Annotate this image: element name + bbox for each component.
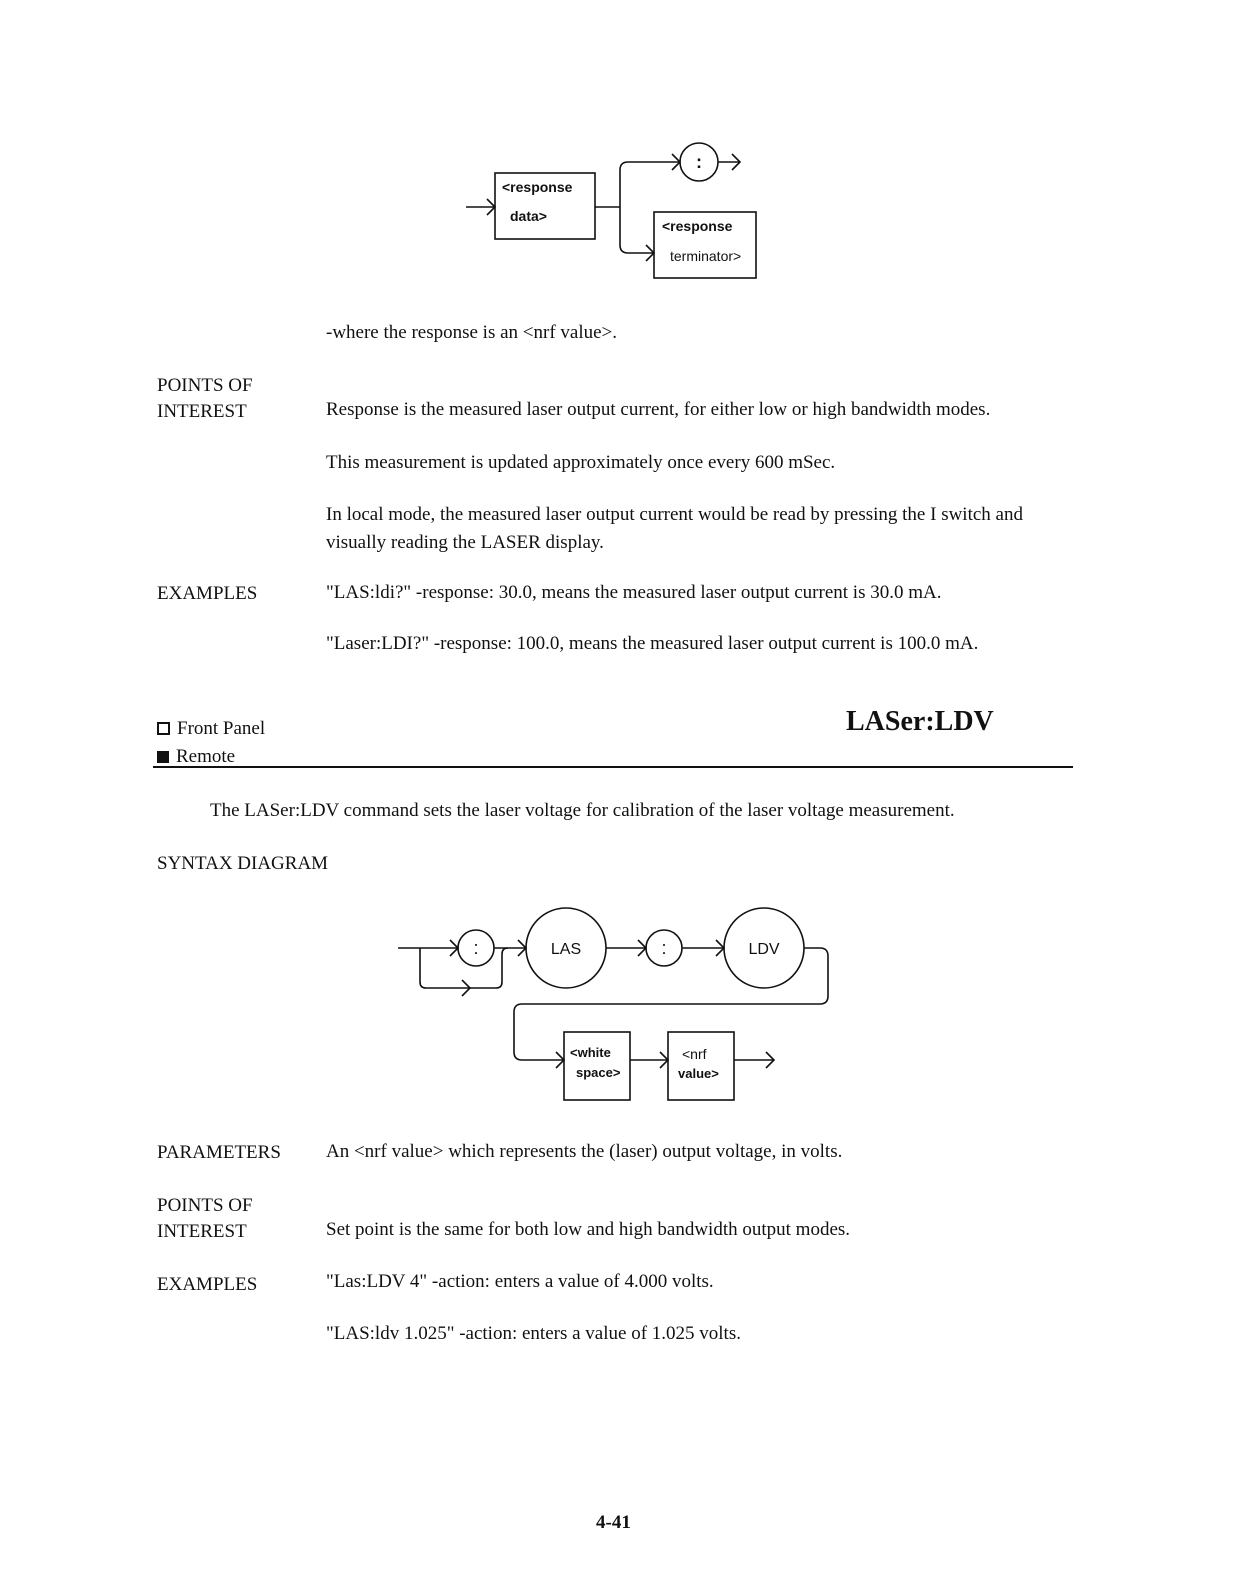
ldi-example-2: "Laser:LDI?" -response: 100.0, means the measured laser output current is 100.0 mA. bbox=[326, 633, 979, 654]
ldi-poi-label-line2: INTEREST bbox=[157, 401, 247, 422]
ldi-poi-paragraph-2: This measurement is updated approximately once every 600 mSec. bbox=[326, 452, 836, 473]
ldv-parameters-label: PARAMETERS bbox=[157, 1142, 281, 1163]
response-syntax-diagram bbox=[440, 135, 780, 295]
colon1-symbol: : bbox=[473, 938, 479, 958]
ldv-poi-label-line1: POINTS OF bbox=[157, 1195, 253, 1216]
ldv-example-1: "Las:LDV 4" -action: enters a value of 4.000 volts. bbox=[326, 1271, 714, 1292]
colon-symbol: : bbox=[696, 152, 702, 172]
las-label: LAS bbox=[550, 941, 582, 958]
remote-checkbox bbox=[157, 751, 169, 763]
ldi-poi-label bbox=[157, 373, 253, 425]
remote-label: Remote bbox=[176, 746, 236, 767]
ldv-parameters-text: An <nrf value> which represents the (laser) output voltage, in volts. bbox=[326, 1141, 843, 1162]
page-number: 4-41 bbox=[596, 1512, 631, 1533]
response-terminator-label-2: terminator> bbox=[670, 248, 742, 264]
ldv-poi-text: Set point is the same for both low and high bandwidth output modes. bbox=[326, 1219, 851, 1240]
white-space-label-2: space> bbox=[576, 1065, 621, 1080]
colon2-symbol: : bbox=[661, 938, 667, 958]
front-panel-label: Front Panel bbox=[177, 718, 266, 739]
ldv-syntax-diagram bbox=[390, 900, 840, 1110]
response-note: -where the response is an <nrf value>. bbox=[326, 322, 618, 343]
ldv-example-2: "LAS:ldv 1.025" -action: enters a value of 1.025 volts. bbox=[326, 1323, 741, 1344]
ldv-poi-label-line2: INTEREST bbox=[157, 1221, 247, 1242]
ldv-poi-label bbox=[157, 1193, 253, 1245]
ldi-example-1: "LAS:ldi?" -response: 30.0, means the measured laser output current is 30.0 mA. bbox=[326, 582, 942, 603]
ldv-description: The LASer:LDV command sets the laser voltage for calibration of the laser voltage measurement. bbox=[210, 800, 955, 821]
response-data-label-2: data> bbox=[510, 208, 547, 224]
ldi-poi-paragraph-3: In local mode, the measured laser output current would be read by pressing the I switch and visually reading the LASER display. bbox=[326, 504, 1023, 553]
branch-up-path bbox=[620, 162, 680, 207]
syntax-diagram-label: SYNTAX DIAGRAM bbox=[157, 853, 329, 874]
nrf-value-label-1: <nrf bbox=[682, 1046, 707, 1062]
white-space-label-1: <white bbox=[570, 1045, 611, 1060]
ldi-poi-paragraph-1: Response is the measured laser output current, for either low or high bandwidth modes. bbox=[326, 399, 991, 420]
command-title: LASer:LDV bbox=[846, 706, 994, 737]
section-divider bbox=[153, 766, 1073, 768]
ldi-examples-label: EXAMPLES bbox=[157, 583, 258, 604]
branch-down-path bbox=[620, 207, 654, 253]
response-terminator-label-1: <response bbox=[662, 218, 733, 234]
front-panel-indicator bbox=[157, 716, 265, 742]
nrf-value-label-2: value> bbox=[678, 1066, 719, 1081]
ldv-label: LDV bbox=[748, 941, 780, 958]
response-data-label-1: <response bbox=[502, 179, 573, 195]
front-panel-checkbox bbox=[157, 722, 170, 735]
ldv-examples-label: EXAMPLES bbox=[157, 1274, 258, 1295]
ldi-poi-label-line1: POINTS OF bbox=[157, 375, 253, 396]
